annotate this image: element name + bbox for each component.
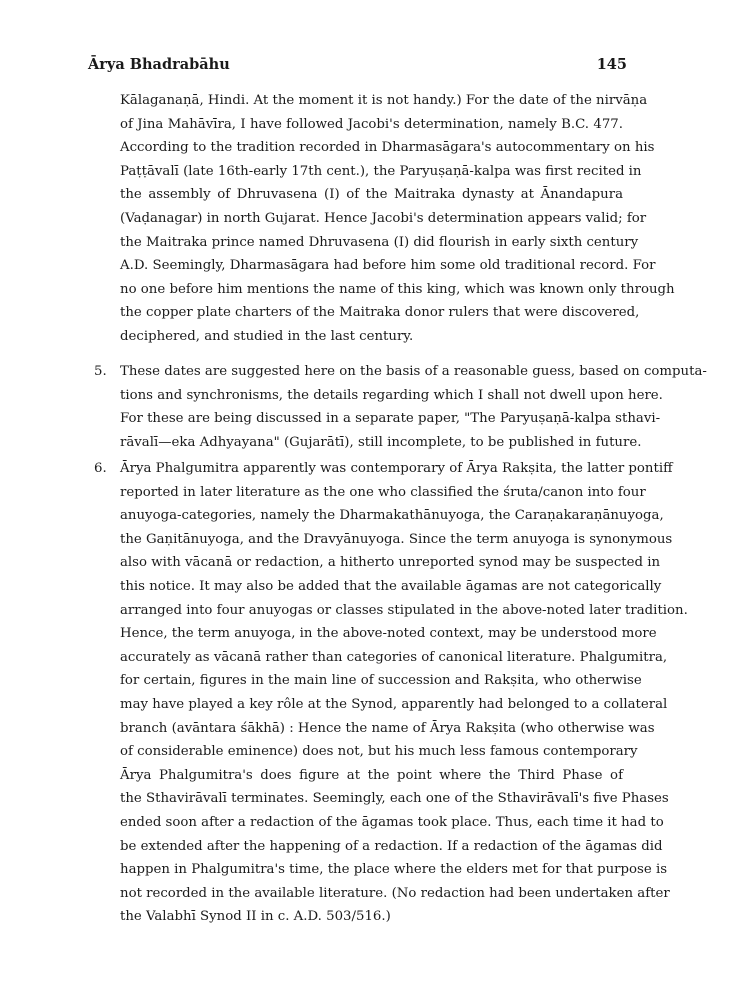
text-line: happen in Phalgumitra's time, the place where the elders met for that purpose is (120, 862, 668, 878)
text-line: (Vaḍanagar) in north Gujarat. Hence Jacobi's determination appears valid; for (120, 211, 647, 226)
text-line: may have played a key rôle at the Synod, apparently had belonged to a collateral (120, 697, 668, 712)
text-line: be extended after the happening of a redaction. If a redaction of the āgamas did (120, 838, 663, 854)
running-header (88, 56, 627, 73)
text-line: the Valabhī Synod II in c. A.D. 503/516.) (120, 909, 391, 925)
text-line: for certain, figures in the main line of succession and Rakṣita, who otherwise (120, 673, 642, 689)
page-number: 145 (596, 56, 627, 73)
text-line: arranged into four anuyogas or classes stipulated in the above-noted later tradition. (120, 602, 688, 618)
text-line: no one before him mentions the name of this king, which was known only through (120, 281, 675, 297)
text-line: A.D. Seemingly, Dharmasāgara had before him some old traditional record. For (120, 258, 656, 274)
text-line: of considerable eminence) does not, but his much less famous contemporary (120, 744, 638, 760)
text-line: For these are being discussed in a separate paper, "The Paryuṣaṇā-kalpa sthavi- (120, 411, 661, 427)
text-line: the Sthavirāvalī terminates. Seemingly, each one of the Sthavirāvalī's five Phases (120, 791, 669, 807)
text-line: These dates are suggested here on the basis of a reasonable guess, based on computa- (120, 364, 707, 379)
text-line: the assembly of Dhruvasena (I) of the Maitraka dynasty at Ānandapura (120, 187, 623, 203)
text-line: Hence, the term anuyoga, in the above-noted context, may be understood more (120, 626, 657, 642)
text-line: Ārya Phalgumitra apparently was contemporary of Ārya Rakṣita, the latter pontiff (120, 461, 673, 476)
text-line: of Jina Mahāvīra, I have followed Jacobi's determination, namely B.C. 477. (120, 116, 623, 132)
text-line: Ārya Phalgumitra's does figure at the point where the Third Phase of (120, 767, 623, 783)
text-line: the Gaṇitānuyoga, and the Dravyānuyoga. Since the term anuyoga is synonymous (120, 531, 673, 547)
text-line: tions and synchronisms, the details regarding which I shall not dwell upon here. (120, 387, 663, 403)
text-line: not recorded in the available literature. (No redaction had been undertaken after (120, 885, 670, 901)
text-line: the Maitraka prince named Dhruvasena (I) did flourish in early sixth century (120, 234, 639, 250)
running-title: Ārya Bhadrabāhu (88, 56, 230, 73)
text-line: deciphered, and studied in the last century. (120, 329, 414, 344)
text-line: also with vācanā or redaction, a hitherto unreported synod may be suspected in (120, 555, 661, 571)
text-line: anuyoga-categories, namely the Dharmakathānuyoga, the Caraṇakaraṇānuyoga, (120, 508, 664, 524)
text-line: reported in later literature as the one who classified the śruta/canon into four (120, 484, 646, 500)
text-line: ended soon after a redaction of the āgamas took place. Thus, each time it had to (120, 815, 664, 830)
note-number-5: 5. (94, 364, 107, 379)
text-line: Kālaganaṇā, Hindi. At the moment it is not handy.) For the date of the nirvāṇa (120, 93, 648, 108)
text-line: accurately as vācanā rather than categories of canonical literature. Phalgumitra, (120, 649, 668, 665)
text-line: Paṭṭāvalī (late 16th-early 17th cent.), the Paryuṣaṇā-kalpa was first recited in (120, 163, 642, 179)
text-line: the copper plate charters of the Maitraka donor rulers that were discovered, (120, 305, 640, 321)
text-line: this notice. It may also be added that the available āgamas are not categorically (120, 579, 662, 594)
text-line: branch (avāntara śākhā) : Hence the name of Ārya Rakṣita (who otherwise was (120, 720, 655, 736)
note-number-6: 6. (94, 461, 107, 476)
text-line: rāvalī—eka Adhyayana" (Gujarātī), still incomplete, to be published in future. (120, 434, 642, 450)
text-line: According to the tradition recorded in Dharmasāgara's autocommentary on his (120, 140, 655, 156)
